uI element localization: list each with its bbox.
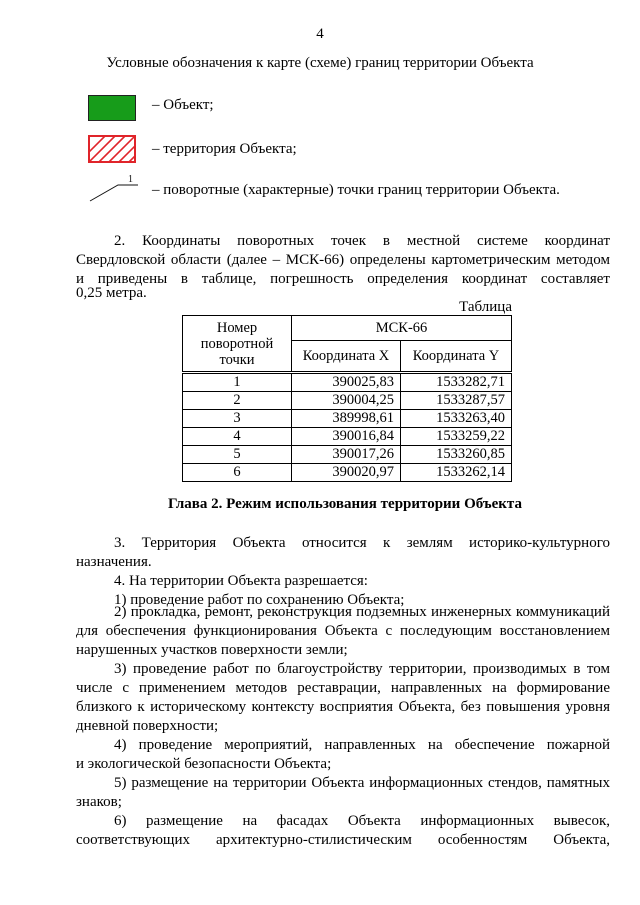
- paragraph-line: 5) размещение на территории Объекта информационных стендов, памятных: [114, 775, 610, 791]
- coordinate-x-cell: 390017,26: [292, 446, 401, 464]
- page-number: 4: [316, 26, 324, 42]
- table-row: [183, 373, 512, 392]
- legend-territory-text: – территория Объекта;: [152, 141, 297, 157]
- paragraph-line: числе с применением методов реставрации, направленных на формирование: [76, 680, 610, 696]
- paragraph-line: 2. Координаты поворотных точек в местной системе координат: [114, 233, 610, 249]
- legend-object-text: – Объект;: [152, 97, 214, 113]
- coordinate-y-cell: 1533282,71: [401, 373, 512, 392]
- paragraph-line: Свердловской области (далее – МСК-66) определены картометрическим методом: [76, 252, 610, 268]
- legend-points-text: – поворотные (характерные) точки границ территории Объекта.: [152, 182, 560, 198]
- chapter-heading: Глава 2. Режим использования территории Объекта: [168, 496, 522, 512]
- table-label: Таблица: [459, 299, 512, 315]
- paragraph-line: знаков;: [76, 794, 122, 810]
- point-label: 1: [128, 174, 133, 185]
- header-point-number: Номер поворотной точки: [183, 316, 292, 373]
- paragraph-line: 1) проведение работ по сохранению Объекта;: [114, 592, 405, 608]
- paragraph-line: 4. На территории Объекта разрешается:: [114, 573, 368, 589]
- turning-point-symbol: [88, 173, 140, 203]
- table-row: [183, 410, 512, 428]
- paragraph-line: для обеспечения функционирования Объекта с последующим восстановлением: [76, 623, 610, 639]
- table-row: [183, 392, 512, 410]
- coordinate-y-cell: 1533287,57: [401, 392, 512, 410]
- coordinate-x-cell: 390016,84: [292, 428, 401, 446]
- coordinate-x-cell: 390025,83: [292, 373, 401, 392]
- object-symbol: [88, 95, 136, 121]
- paragraph-line: и приведены в таблице, погрешность определения координат составляет: [76, 271, 610, 287]
- table-row: [183, 446, 512, 464]
- coordinate-y-cell: 1533259,22: [401, 428, 512, 446]
- paragraph-line: дневной поверхности;: [76, 718, 219, 734]
- paragraph-line: назначения.: [76, 554, 152, 570]
- table-row: [183, 428, 512, 446]
- header-coordinate-system: МСК-66: [292, 316, 512, 341]
- territory-hatch-symbol: [88, 135, 136, 163]
- point-number-cell: 6: [183, 464, 292, 482]
- point-number-cell: 1: [183, 373, 292, 392]
- coordinate-y-cell: 1533262,14: [401, 464, 512, 482]
- paragraph-line: 2) прокладка, ремонт, реконструкция подземных инженерных коммуникаций: [114, 604, 610, 620]
- paragraph-line: 0,25 метра.: [76, 285, 147, 301]
- point-number-cell: 5: [183, 446, 292, 464]
- point-number-cell: 2: [183, 392, 292, 410]
- coordinates-table: [182, 315, 512, 482]
- point-number-cell: 3: [183, 410, 292, 428]
- table-row: [183, 464, 512, 482]
- coordinate-y-cell: 1533260,85: [401, 446, 512, 464]
- header-coordinate-y: Координата Y: [401, 341, 512, 373]
- paragraph-line: соответствующих архитектурно-стилистическим особенностям Объекта,: [76, 832, 610, 848]
- paragraph-line: 3) проведение работ по благоустройству территории, производимых в том: [114, 661, 610, 677]
- coordinate-x-cell: 389998,61: [292, 410, 401, 428]
- header-coordinate-x: Координата X: [292, 341, 401, 373]
- paragraph-line: 4) проведение мероприятий, направленных на обеспечение пожарной: [114, 737, 610, 753]
- paragraph-line: 3. Территория Объекта относится к землям историко-культурного: [114, 535, 610, 551]
- coordinate-x-cell: 390020,97: [292, 464, 401, 482]
- paragraph-line: и экологической безопасности Объекта;: [76, 756, 332, 772]
- coordinate-x-cell: 390004,25: [292, 392, 401, 410]
- paragraph-line: 6) размещение на фасадах Объекта информационных вывесок,: [114, 813, 610, 829]
- coordinate-y-cell: 1533263,40: [401, 410, 512, 428]
- point-number-cell: 4: [183, 428, 292, 446]
- legend-title: Условные обозначения к карте (схеме) границ территории Объекта: [106, 55, 534, 71]
- paragraph-line: нарушенных участков поверхности земли;: [76, 642, 348, 658]
- paragraph-line: близкого к историческому контексту восприятия Объекта, без повышения уровня: [76, 699, 610, 715]
